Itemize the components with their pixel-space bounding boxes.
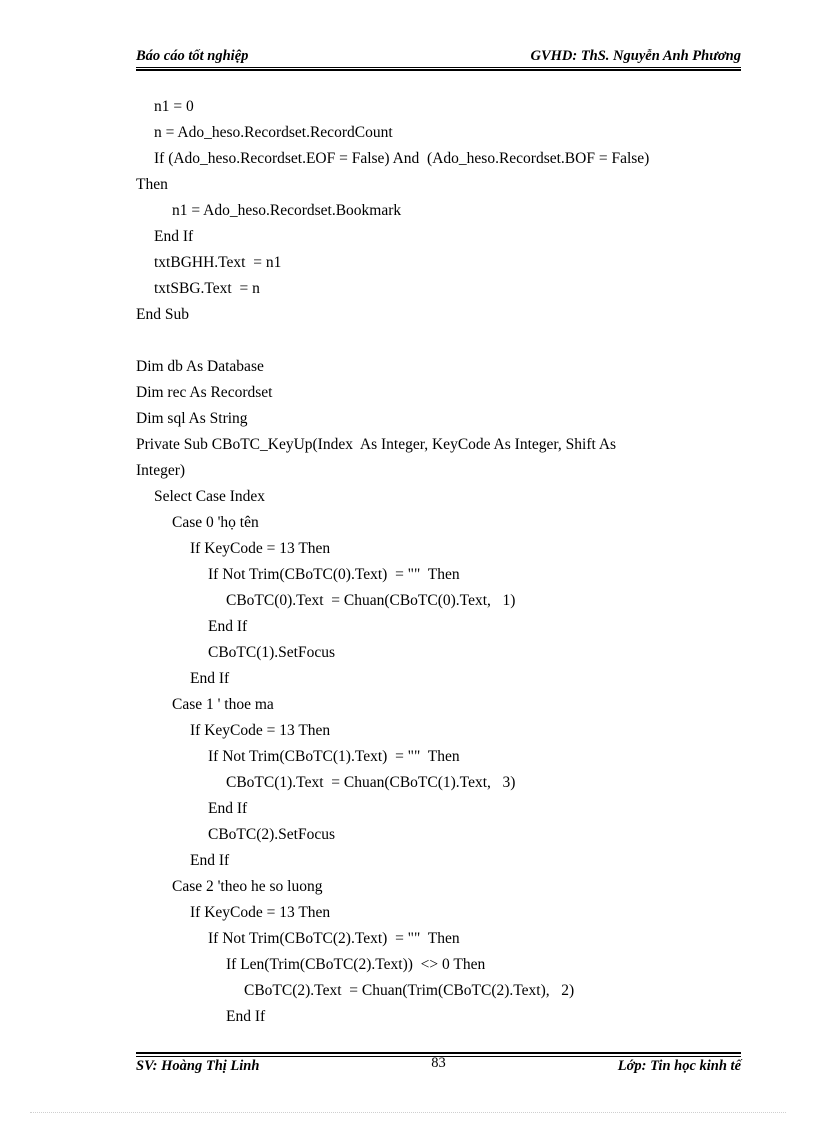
footer-rule-thick: [136, 1052, 741, 1054]
code-line: n1 = Ado_heso.Recordset.Bookmark: [172, 202, 402, 219]
code-line: If Not Trim(CBoTC(0).Text) = "" Then: [208, 566, 460, 583]
header-advisor: GVHD: ThS. Nguyễn Anh Phương: [530, 48, 741, 64]
code-line: If KeyCode = 13 Then: [190, 722, 331, 739]
code-line: Case 0 'họ tên: [172, 514, 259, 531]
page-edge: [30, 1112, 786, 1113]
code-line: Dim db As Database: [136, 358, 264, 375]
code-line: CBoTC(1).Text = Chuan(CBoTC(1).Text, 3): [226, 774, 516, 791]
code-line: End If: [190, 852, 230, 869]
code-line: End If: [190, 670, 230, 687]
code-line: If KeyCode = 13 Then: [190, 540, 331, 557]
code-line: n = Ado_heso.Recordset.RecordCount: [154, 124, 393, 141]
code-line: CBoTC(0).Text = Chuan(CBoTC(0).Text, 1): [226, 592, 516, 609]
footer-class: Lớp: Tin học kinh tế: [617, 1058, 741, 1074]
code-line: n1 = 0: [154, 98, 194, 115]
code-line: Case 2 'theo he so luong: [172, 878, 323, 895]
code-line: txtBGHH.Text = n1: [154, 254, 282, 271]
code-line: If Not Trim(CBoTC(1).Text) = "" Then: [208, 748, 460, 765]
code-line: End If: [154, 228, 194, 245]
code-line: CBoTC(1).SetFocus: [208, 644, 336, 661]
code-line: txtSBG.Text = n: [154, 280, 260, 297]
header-rule-thin: [136, 67, 741, 68]
code-line: Then: [136, 176, 168, 193]
code-line: End If: [208, 618, 248, 635]
code-line: If Len(Trim(CBoTC(2).Text)) <> 0 Then: [226, 956, 486, 973]
code-line: End Sub: [136, 306, 189, 323]
code-line: If Not Trim(CBoTC(2).Text) = "" Then: [208, 930, 460, 947]
header-report-title: Báo cáo tốt nghiệp: [136, 48, 249, 64]
code-line: Dim sql As String: [136, 410, 248, 427]
page-footer: [136, 1056, 741, 1078]
code-line: Integer): [136, 462, 186, 479]
code-listing: [136, 94, 736, 1030]
code-line: Case 1 ' thoe ma: [172, 696, 274, 713]
code-line: [136, 328, 736, 354]
footer-student: SV: Hoàng Thị Linh: [136, 1058, 260, 1074]
code-line: Private Sub CBoTC_KeyUp(Index As Integer, KeyCode As Integer, Shift As: [136, 436, 617, 453]
code-line: CBoTC(2).Text = Chuan(Trim(CBoTC(2).Text), 2): [244, 982, 575, 999]
code-line: CBoTC(2).SetFocus: [208, 826, 336, 843]
header-rule-thick: [136, 69, 741, 71]
code-line: End If: [208, 800, 248, 817]
code-line: If KeyCode = 13 Then: [190, 904, 331, 921]
code-line: If (Ado_heso.Recordset.EOF = False) And (Ado_heso.Recordset.BOF = False): [154, 150, 650, 167]
code-line: Select Case Index: [154, 488, 266, 505]
page-number: 83: [431, 1055, 446, 1071]
code-line: End If: [226, 1008, 266, 1025]
code-line: Dim rec As Recordset: [136, 384, 273, 401]
